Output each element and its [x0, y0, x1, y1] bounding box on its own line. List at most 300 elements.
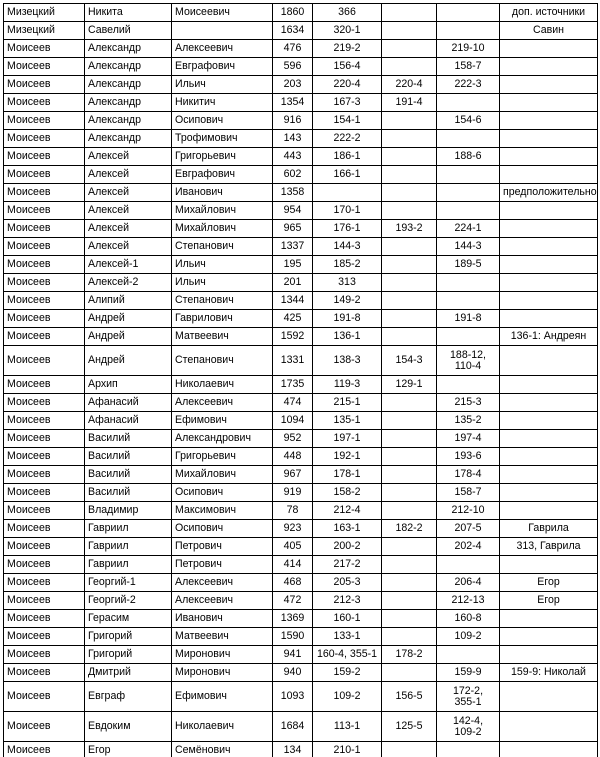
patronymic-cell: Степанович: [172, 238, 273, 256]
table-row: [4, 712, 598, 742]
reference-2-cell: [382, 430, 437, 448]
surname-cell: Моисеев: [4, 520, 85, 538]
reference-cell: 186-1: [313, 148, 382, 166]
reference-3-cell: 191-8: [437, 310, 500, 328]
reference-2-cell: [382, 274, 437, 292]
table-row: [4, 22, 598, 40]
reference-3-cell: 215-3: [437, 394, 500, 412]
patronymic-cell: Александрович: [172, 430, 273, 448]
table-row: [4, 538, 598, 556]
number-cell: 1093: [273, 682, 313, 712]
surname-cell: Моисеев: [4, 148, 85, 166]
patronymic-cell: Евграфович: [172, 58, 273, 76]
table-row: [4, 376, 598, 394]
reference-3-cell: [437, 292, 500, 310]
number-cell: 596: [273, 58, 313, 76]
reference-3-cell: [437, 328, 500, 346]
patronymic-cell: Михайлович: [172, 202, 273, 220]
table-row: [4, 394, 598, 412]
table-row: [4, 4, 598, 22]
reference-3-cell: 224-1: [437, 220, 500, 238]
reference-3-cell: 222-3: [437, 76, 500, 94]
surname-cell: Моисеев: [4, 238, 85, 256]
table-row: [4, 76, 598, 94]
patronymic-cell: Миронович: [172, 646, 273, 664]
note-cell: [500, 40, 598, 58]
reference-3-cell: 197-4: [437, 430, 500, 448]
surname-cell: Моисеев: [4, 256, 85, 274]
number-cell: 201: [273, 274, 313, 292]
given-name-cell: Владимир: [85, 502, 172, 520]
reference-2-cell: [382, 502, 437, 520]
surname-cell: Моисеев: [4, 220, 85, 238]
reference-3-cell: 193-6: [437, 448, 500, 466]
reference-3-cell: [437, 742, 500, 757]
table-row: [4, 520, 598, 538]
note-cell: [500, 112, 598, 130]
surname-cell: Моисеев: [4, 646, 85, 664]
patronymic-cell: Николаевич: [172, 712, 273, 742]
reference-2-cell: [382, 592, 437, 610]
reference-3-cell: [437, 646, 500, 664]
reference-cell: 135-1: [313, 412, 382, 430]
reference-cell: 178-1: [313, 466, 382, 484]
number-cell: 1344: [273, 292, 313, 310]
given-name-cell: Дмитрий: [85, 664, 172, 682]
note-cell: [500, 466, 598, 484]
patronymic-cell: Осипович: [172, 520, 273, 538]
given-name-cell: Алексей: [85, 220, 172, 238]
reference-cell: 205-3: [313, 574, 382, 592]
given-name-cell: Василий: [85, 466, 172, 484]
reference-cell: 366: [313, 4, 382, 22]
number-cell: 448: [273, 448, 313, 466]
table-row: [4, 238, 598, 256]
given-name-cell: Григорий: [85, 628, 172, 646]
given-name-cell: Гавриил: [85, 520, 172, 538]
table-row: [4, 40, 598, 58]
reference-2-cell: [382, 148, 437, 166]
reference-cell: 167-3: [313, 94, 382, 112]
surname-cell: Моисеев: [4, 76, 85, 94]
given-name-cell: Александр: [85, 76, 172, 94]
patronymic-cell: Матвеевич: [172, 628, 273, 646]
surname-cell: Моисеев: [4, 58, 85, 76]
table-row: [4, 112, 598, 130]
reference-3-cell: 109-2: [437, 628, 500, 646]
surname-cell: Моисеев: [4, 94, 85, 112]
patronymic-cell: Ефимович: [172, 412, 273, 430]
table-row: [4, 502, 598, 520]
note-cell: [500, 202, 598, 220]
patronymic-cell: Евграфович: [172, 166, 273, 184]
reference-3-cell: [437, 274, 500, 292]
note-cell: [500, 610, 598, 628]
number-cell: 1354: [273, 94, 313, 112]
surname-cell: Моисеев: [4, 40, 85, 58]
reference-cell: [313, 184, 382, 202]
number-cell: 919: [273, 484, 313, 502]
note-cell: [500, 94, 598, 112]
patronymic-cell: [172, 22, 273, 40]
table-row: [4, 94, 598, 112]
table-row: [4, 592, 598, 610]
patronymic-cell: Моисеевич: [172, 4, 273, 22]
reference-2-cell: [382, 310, 437, 328]
reference-2-cell: [382, 628, 437, 646]
surname-cell: Моисеев: [4, 412, 85, 430]
reference-3-cell: [437, 376, 500, 394]
note-cell: доп. источники: [500, 4, 598, 22]
surname-cell: Моисеев: [4, 166, 85, 184]
reference-cell: 219-2: [313, 40, 382, 58]
number-cell: 1592: [273, 328, 313, 346]
number-cell: 414: [273, 556, 313, 574]
reference-2-cell: [382, 22, 437, 40]
table-row: [4, 202, 598, 220]
surname-cell: Моисеев: [4, 664, 85, 682]
given-name-cell: Алексей: [85, 238, 172, 256]
note-cell: [500, 130, 598, 148]
reference-2-cell: [382, 394, 437, 412]
surname-cell: Моисеев: [4, 202, 85, 220]
surname-cell: Моисеев: [4, 292, 85, 310]
surname-cell: Моисеев: [4, 448, 85, 466]
note-cell: [500, 256, 598, 274]
table-row: [4, 448, 598, 466]
reference-2-cell: 156-5: [382, 682, 437, 712]
number-cell: 474: [273, 394, 313, 412]
reference-cell: 109-2: [313, 682, 382, 712]
surname-cell: Моисеев: [4, 484, 85, 502]
reference-2-cell: [382, 556, 437, 574]
note-cell: [500, 448, 598, 466]
given-name-cell: Алексей: [85, 148, 172, 166]
surname-cell: Моисеев: [4, 592, 85, 610]
note-cell: Гаврила: [500, 520, 598, 538]
note-cell: [500, 646, 598, 664]
reference-2-cell: [382, 610, 437, 628]
number-cell: 1860: [273, 4, 313, 22]
reference-cell: 154-1: [313, 112, 382, 130]
table-row: [4, 466, 598, 484]
reference-3-cell: 135-2: [437, 412, 500, 430]
reference-cell: 160-4, 355-1: [313, 646, 382, 664]
patronymic-cell: Иванович: [172, 184, 273, 202]
number-cell: 1735: [273, 376, 313, 394]
reference-cell: 138-3: [313, 346, 382, 376]
given-name-cell: Василий: [85, 484, 172, 502]
reference-cell: 166-1: [313, 166, 382, 184]
given-name-cell: Александр: [85, 94, 172, 112]
given-name-cell: Алексей: [85, 202, 172, 220]
reference-2-cell: 220-4: [382, 76, 437, 94]
reference-2-cell: [382, 538, 437, 556]
given-name-cell: Алексей-1: [85, 256, 172, 274]
number-cell: 134: [273, 742, 313, 757]
patronymic-cell: Петрович: [172, 538, 273, 556]
surname-cell: Моисеев: [4, 742, 85, 757]
table-row: [4, 256, 598, 274]
number-cell: 940: [273, 664, 313, 682]
given-name-cell: Афанасий: [85, 412, 172, 430]
number-cell: 952: [273, 430, 313, 448]
note-cell: [500, 628, 598, 646]
patronymic-cell: Максимович: [172, 502, 273, 520]
patronymic-cell: Иванович: [172, 610, 273, 628]
surname-cell: Моисеев: [4, 466, 85, 484]
reference-2-cell: [382, 448, 437, 466]
reference-cell: 320-1: [313, 22, 382, 40]
note-cell: [500, 166, 598, 184]
reference-2-cell: [382, 328, 437, 346]
reference-3-cell: 188-6: [437, 148, 500, 166]
reference-cell: 149-2: [313, 292, 382, 310]
number-cell: 602: [273, 166, 313, 184]
number-cell: 468: [273, 574, 313, 592]
note-cell: [500, 310, 598, 328]
note-cell: Савин: [500, 22, 598, 40]
number-cell: 425: [273, 310, 313, 328]
reference-3-cell: 172-2, 355-1: [437, 682, 500, 712]
table-row: [4, 610, 598, 628]
table-row: [4, 682, 598, 712]
given-name-cell: Андрей: [85, 310, 172, 328]
surname-cell: Моисеев: [4, 130, 85, 148]
given-name-cell: Алексей: [85, 166, 172, 184]
patronymic-cell: Осипович: [172, 484, 273, 502]
reference-3-cell: [437, 22, 500, 40]
patronymic-cell: Петрович: [172, 556, 273, 574]
reference-3-cell: [437, 94, 500, 112]
reference-cell: 176-1: [313, 220, 382, 238]
number-cell: 916: [273, 112, 313, 130]
table-row: [4, 184, 598, 202]
given-name-cell: Никита: [85, 4, 172, 22]
reference-3-cell: 154-6: [437, 112, 500, 130]
reference-cell: 197-1: [313, 430, 382, 448]
reference-3-cell: 212-10: [437, 502, 500, 520]
note-cell: Егор: [500, 592, 598, 610]
reference-cell: 133-1: [313, 628, 382, 646]
reference-3-cell: [437, 166, 500, 184]
table-row: [4, 484, 598, 502]
patronymic-cell: Матвеевич: [172, 328, 273, 346]
reference-3-cell: 189-5: [437, 256, 500, 274]
patronymic-cell: Ефимович: [172, 682, 273, 712]
note-cell: [500, 712, 598, 742]
given-name-cell: Григорий: [85, 646, 172, 664]
given-name-cell: Андрей: [85, 328, 172, 346]
reference-2-cell: [382, 166, 437, 184]
patronymic-cell: Алексеевич: [172, 394, 273, 412]
note-cell: [500, 346, 598, 376]
table-row: [4, 628, 598, 646]
note-cell: [500, 484, 598, 502]
table-row: [4, 292, 598, 310]
patronymic-cell: Семёнович: [172, 742, 273, 757]
given-name-cell: Евграф: [85, 682, 172, 712]
note-cell: Егор: [500, 574, 598, 592]
reference-3-cell: [437, 556, 500, 574]
number-cell: 941: [273, 646, 313, 664]
number-cell: 472: [273, 592, 313, 610]
surname-cell: Моисеев: [4, 574, 85, 592]
number-cell: 1590: [273, 628, 313, 646]
reference-cell: 163-1: [313, 520, 382, 538]
reference-cell: 212-3: [313, 592, 382, 610]
number-cell: 443: [273, 148, 313, 166]
reference-3-cell: 160-8: [437, 610, 500, 628]
number-cell: 1369: [273, 610, 313, 628]
number-cell: 1634: [273, 22, 313, 40]
reference-cell: 313: [313, 274, 382, 292]
note-cell: 136-1: Андреян: [500, 328, 598, 346]
reference-cell: 191-8: [313, 310, 382, 328]
reference-2-cell: [382, 292, 437, 310]
number-cell: 1684: [273, 712, 313, 742]
reference-2-cell: 129-1: [382, 376, 437, 394]
table-row: [4, 664, 598, 682]
given-name-cell: Алексей-2: [85, 274, 172, 292]
reference-2-cell: [382, 130, 437, 148]
reference-cell: 113-1: [313, 712, 382, 742]
number-cell: 203: [273, 76, 313, 94]
surname-cell: Моисеев: [4, 328, 85, 346]
reference-2-cell: [382, 4, 437, 22]
table-row: [4, 646, 598, 664]
note-cell: [500, 430, 598, 448]
given-name-cell: Александр: [85, 130, 172, 148]
table-row: [4, 310, 598, 328]
reference-2-cell: [382, 202, 437, 220]
reference-cell: 170-1: [313, 202, 382, 220]
given-name-cell: Савелий: [85, 22, 172, 40]
note-cell: [500, 394, 598, 412]
reference-cell: 160-1: [313, 610, 382, 628]
number-cell: 1337: [273, 238, 313, 256]
reference-2-cell: [382, 664, 437, 682]
patronymic-cell: Ильич: [172, 256, 273, 274]
given-name-cell: Алексей: [85, 184, 172, 202]
number-cell: 923: [273, 520, 313, 538]
table-row: [4, 58, 598, 76]
note-cell: [500, 412, 598, 430]
reference-2-cell: [382, 238, 437, 256]
note-cell: [500, 742, 598, 757]
reference-3-cell: 159-9: [437, 664, 500, 682]
reference-cell: 200-2: [313, 538, 382, 556]
patronymic-cell: Григорьевич: [172, 448, 273, 466]
number-cell: 967: [273, 466, 313, 484]
surname-cell: Моисеев: [4, 610, 85, 628]
patronymic-cell: Гаврилович: [172, 310, 273, 328]
surname-cell: Моисеев: [4, 310, 85, 328]
reference-cell: 119-3: [313, 376, 382, 394]
reference-2-cell: 125-5: [382, 712, 437, 742]
reference-2-cell: 178-2: [382, 646, 437, 664]
surname-cell: Моисеев: [4, 502, 85, 520]
number-cell: 1331: [273, 346, 313, 376]
surname-cell: Моисеев: [4, 712, 85, 742]
reference-3-cell: 207-5: [437, 520, 500, 538]
surname-cell: Мизецкий: [4, 22, 85, 40]
given-name-cell: Георгий-2: [85, 592, 172, 610]
reference-2-cell: [382, 412, 437, 430]
reference-cell: 220-4: [313, 76, 382, 94]
table-row: [4, 412, 598, 430]
given-name-cell: Евдоким: [85, 712, 172, 742]
given-name-cell: Егор: [85, 742, 172, 757]
reference-cell: 192-1: [313, 448, 382, 466]
patronymic-cell: Миронович: [172, 664, 273, 682]
number-cell: 1358: [273, 184, 313, 202]
patronymic-cell: Степанович: [172, 346, 273, 376]
reference-cell: 136-1: [313, 328, 382, 346]
number-cell: 954: [273, 202, 313, 220]
surname-cell: Моисеев: [4, 112, 85, 130]
reference-3-cell: 202-4: [437, 538, 500, 556]
reference-2-cell: [382, 574, 437, 592]
given-name-cell: Герасим: [85, 610, 172, 628]
reference-3-cell: 212-13: [437, 592, 500, 610]
given-name-cell: Георгий-1: [85, 574, 172, 592]
note-cell: [500, 292, 598, 310]
reference-2-cell: [382, 58, 437, 76]
note-cell: [500, 220, 598, 238]
patronymic-cell: Никитич: [172, 94, 273, 112]
note-cell: [500, 58, 598, 76]
surname-cell: Моисеев: [4, 538, 85, 556]
reference-2-cell: [382, 184, 437, 202]
reference-3-cell: 188-12, 110-4: [437, 346, 500, 376]
reference-cell: 215-1: [313, 394, 382, 412]
patronymic-cell: Степанович: [172, 292, 273, 310]
patronymic-cell: Осипович: [172, 112, 273, 130]
note-cell: [500, 274, 598, 292]
reference-cell: 158-2: [313, 484, 382, 502]
table-row: [4, 166, 598, 184]
reference-cell: 210-1: [313, 742, 382, 757]
reference-2-cell: [382, 112, 437, 130]
reference-2-cell: [382, 484, 437, 502]
table-body: [4, 4, 598, 757]
surname-cell: Моисеев: [4, 628, 85, 646]
table-row: [4, 574, 598, 592]
reference-3-cell: 206-4: [437, 574, 500, 592]
reference-3-cell: [437, 130, 500, 148]
surname-cell: Моисеев: [4, 184, 85, 202]
surname-cell: Моисеев: [4, 556, 85, 574]
table-row: [4, 220, 598, 238]
given-name-cell: Андрей: [85, 346, 172, 376]
note-cell: [500, 238, 598, 256]
given-name-cell: Александр: [85, 40, 172, 58]
reference-3-cell: 144-3: [437, 238, 500, 256]
reference-cell: 156-4: [313, 58, 382, 76]
patronymic-cell: Ильич: [172, 274, 273, 292]
reference-3-cell: 142-4, 109-2: [437, 712, 500, 742]
number-cell: 143: [273, 130, 313, 148]
reference-cell: 222-2: [313, 130, 382, 148]
note-cell: [500, 376, 598, 394]
note-cell: [500, 148, 598, 166]
reference-2-cell: [382, 466, 437, 484]
table-row: [4, 742, 598, 757]
number-cell: 965: [273, 220, 313, 238]
given-name-cell: Гавриил: [85, 556, 172, 574]
note-cell: предположительно: [500, 184, 598, 202]
